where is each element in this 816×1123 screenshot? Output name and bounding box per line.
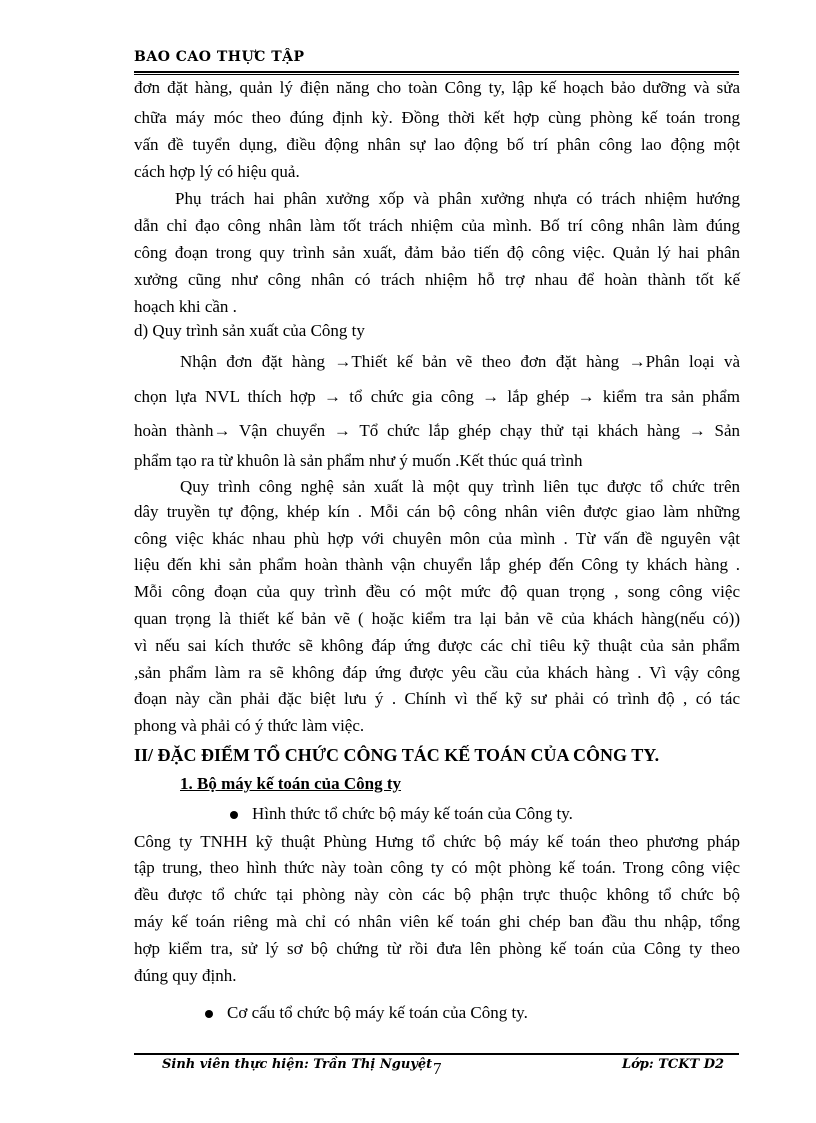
bullet-icon [205, 1010, 213, 1018]
text-line: chữa máy móc theo đúng định kỳ. Đồng thời kết hợp cùng phòng kế toán trong [134, 108, 740, 127]
text-line: Nhận đơn đặt hàng →Thiết kế bản vẽ theo đơn đặt hàng →Phân loại và [180, 352, 740, 371]
subsection-heading: 1. Bộ máy kế toán của Công ty [180, 774, 402, 793]
text-line: hợp kiểm tra, sử lý sơ bộ chứng từ rồi đưa lên phòng kế toán của Công ty theo [134, 939, 740, 958]
header-rule [134, 71, 739, 73]
bullet-text: Cơ cấu tổ chức bộ máy kế toán của Công ty. [227, 1003, 528, 1022]
text-line: máy kế toán riêng mà chỉ có nhân viên kế toán ghi chép ban đầu thu nhập, tổng [134, 912, 740, 931]
section-heading-d: d) Quy trình sản xuất của Công ty [134, 321, 365, 340]
text-line: đúng quy định. [134, 966, 237, 985]
text-line: Phụ trách hai phân xưởng xốp và phân xưởng nhựa có trách nhiệm hướng [175, 189, 740, 208]
text-line: Công ty TNHH kỹ thuật Phùng Hưng tổ chức bộ máy kế toán theo phương pháp [134, 832, 740, 851]
text-line: phẩm tạo ra từ khuôn là sản phẩm như ý muốn .Kết thúc quá trình [134, 451, 583, 470]
text-line: Quy trình công nghệ sản xuất là một quy trình liên tục được tổ chức trên [180, 477, 740, 496]
bullet-text: Hình thức tổ chức bộ máy kế toán của Công ty. [252, 804, 573, 823]
bullet-item [205, 1003, 740, 1023]
header-rule-thin [134, 74, 739, 75]
page-number: 7 [433, 1059, 442, 1078]
footer-rule [134, 1053, 739, 1055]
header-title: BAO CAO THỰC TẬP [134, 49, 305, 65]
section-heading-ii: II/ ĐẶC ĐIỂM TỔ CHỨC CÔNG TÁC KẾ TOÁN CỦA CÔNG TY. [134, 745, 660, 765]
text-line: liệu đến khi sản phẩm hoàn thành vận chuyển lắp ghép đến Công ty khách hàng . [134, 555, 740, 574]
text-line: tập trung, theo hình thức này toàn công ty có một phòng kế toán. Trong công việc [134, 858, 740, 877]
page-header [134, 49, 739, 71]
text-line: đoạn này cần phải đặc biệt lưu ý . Chính vì thế kỹ sư phải có trình độ , có tác [134, 689, 740, 708]
text-line: dẫn chỉ đạo công nhân làm tốt trách nhiệm của mình. Bố trí công nhân làm đúng [134, 216, 740, 235]
text-line: chọn lựa NVL thích hợp → tổ chức gia công → lắp ghép → kiểm tra sản phẩm [134, 387, 740, 406]
bullet-icon [230, 811, 238, 819]
text-line: hoàn thành→ Vận chuyển → Tổ chức lắp ghép chạy thử tại khách hàng → Sản [134, 421, 740, 440]
text-line: xưởng cũng như công nhân có trách nhiệm hỗ trợ nhau để hoàn thành tốt kế [134, 270, 740, 289]
text-line: Mỗi công đoạn của quy trình đều có một mức độ quan trọng , song công việc [134, 582, 740, 601]
text-line: vì nếu sai kích thước sẽ không đáp ứng được các chỉ tiêu kỹ thuật của sản phẩm [134, 636, 740, 655]
text-line: dây truyền tự động, khép kín . Mỗi cán bộ công nhân viên được giao làm những [134, 502, 740, 521]
text-line: quan trọng là thiết kế bản vẽ ( hoặc kiểm tra lại bản vẽ của khách hàng(nếu có)) [134, 609, 740, 628]
footer-student: Sinh viên thực hiện: Trần Thị Nguyệt [162, 1057, 433, 1072]
text-line: hoạch khi cần . [134, 297, 237, 316]
text-line: vấn đề tuyển dụng, điều động nhân sự lao động bố trí phân công lao động một [134, 135, 740, 154]
bullet-item [230, 804, 740, 824]
text-line: cách hợp lý có hiệu quả. [134, 162, 300, 181]
text-line: phong và phải có ý thức làm việc. [134, 716, 365, 735]
text-line: ,sản phẩm làm ra sẽ không đáp ứng được yêu cầu của khách hàng . Vì vậy công [134, 663, 740, 682]
text-line: đều được tổ chức tại phòng này còn các bộ phận trực thuộc không tổ chức bộ [134, 885, 740, 904]
text-line: công đoạn trong quy trình sản xuất, đảm bảo tiến độ công việc. Quản lý hai phân [134, 243, 740, 262]
text-line: đơn đặt hàng, quản lý điện năng cho toàn Công ty, lập kế hoạch bảo dưỡng và sửa [134, 78, 740, 97]
footer-class: Lớp: TCKT D2 [622, 1057, 725, 1072]
text-line: công việc khác nhau phù hợp với chuyên môn của mình . Từ vấn đề nguyên vật [134, 529, 740, 548]
